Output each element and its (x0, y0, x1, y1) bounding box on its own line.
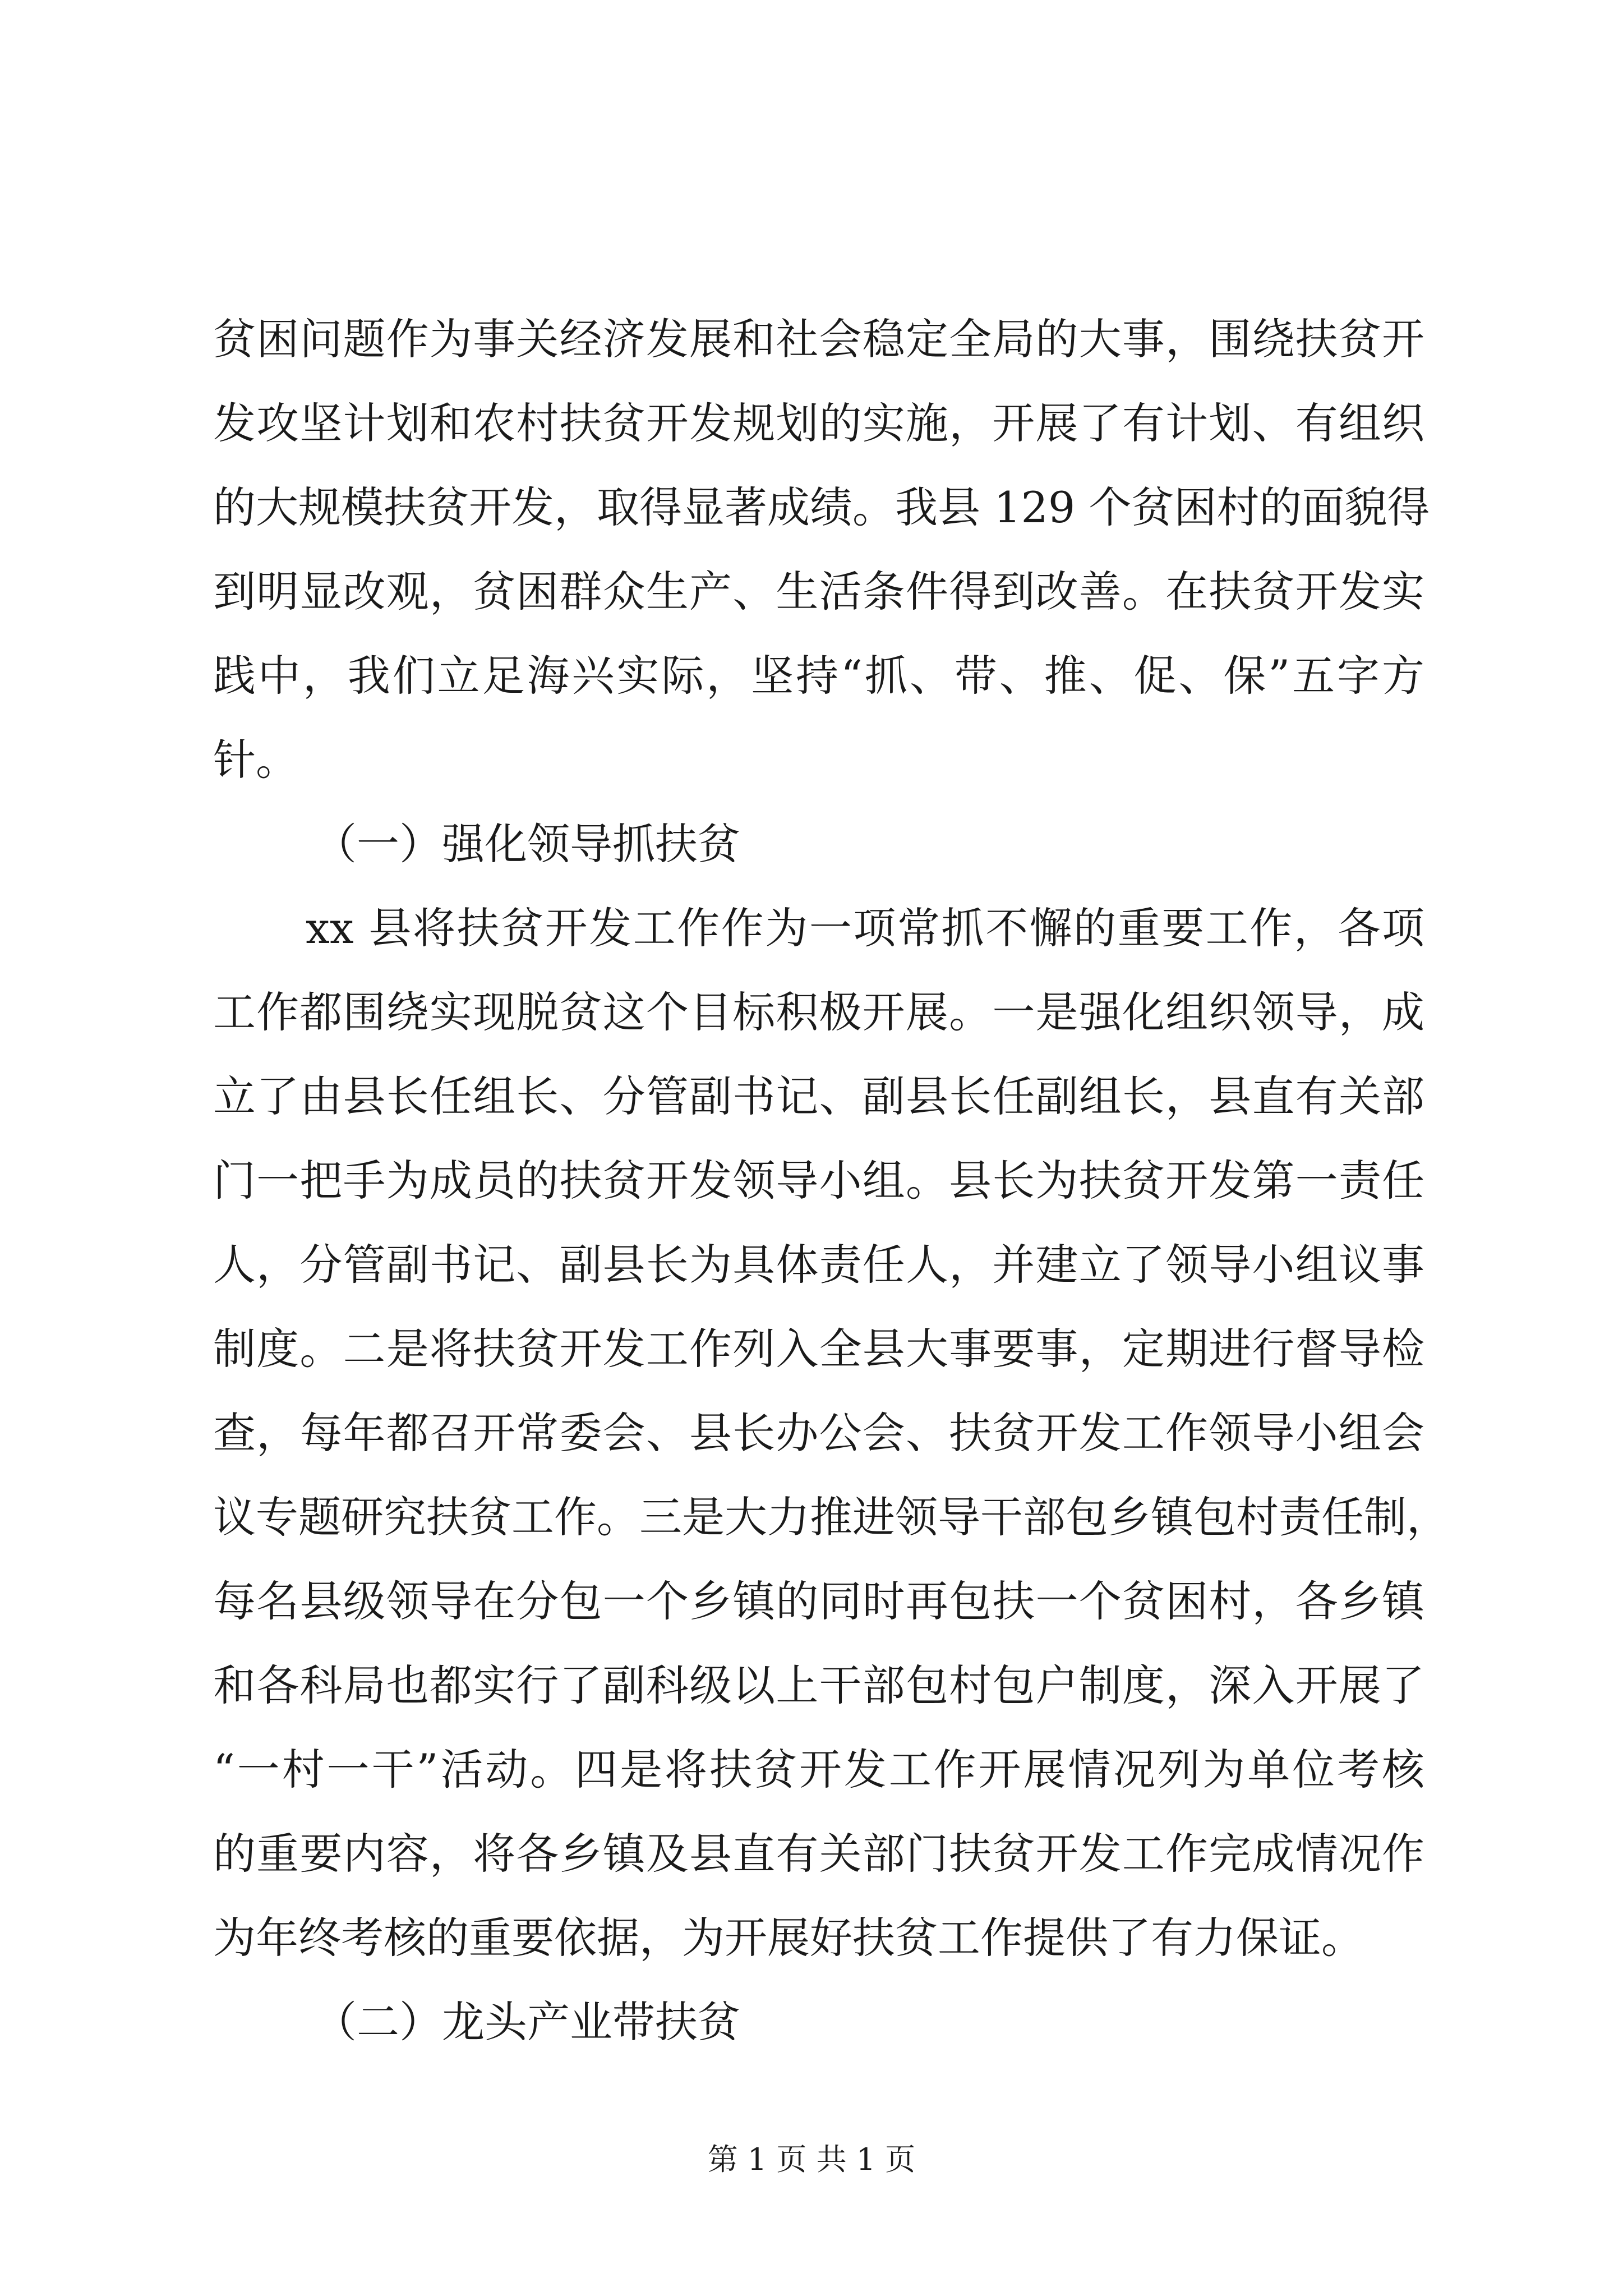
paragraph-2-line-4: 门一把手为成员的扶贫开发领导小组。县长为扶贫开发第一责任 (213, 1156, 1424, 1205)
paragraph-2-line-13: 为年终考核的重要依据，为开展好扶贫工作提供了有力保证。 (213, 1913, 1364, 1963)
paragraph-1-line-5: 践中，我们立足海兴实际，坚持“抓、带、推、促、保”五字方 (213, 651, 1424, 701)
paragraph-1-line-1: 贫困问题作为事关经济发展和社会稳定全局的大事，围绕扶贫开 (213, 314, 1424, 364)
section-heading-2: （二）龙头产业带扶贫 (314, 1997, 740, 2047)
paragraph-2-line-10: 和各科局也都实行了副科级以上干部包村包户制度，深入开展了 (213, 1660, 1424, 1710)
section-heading-1: （一）强化领导抓扶贫 (314, 819, 740, 869)
paragraph-1-line-4: 到明显改观，贫困群众生产、生活条件得到改善。在扶贫开发实 (213, 567, 1424, 616)
paragraph-2-line-12: 的重要内容，将各乡镇及县直有关部门扶贫开发工作完成情况作 (213, 1829, 1424, 1879)
page-footer: 第 1 页 共 1 页 (707, 2142, 916, 2177)
paragraph-1-line-6: 针。 (213, 735, 298, 785)
paragraph-2-line-8: 议专题研究扶贫工作。三是大力推进领导干部包乡镇包村责任制， (213, 1492, 1449, 1542)
paragraph-2-line-1: xx 县将扶贫开发工作作为一项常抓不懈的重要工作，各项 (306, 903, 1424, 953)
paragraph-1-line-2: 发攻坚计划和农村扶贫开发规划的实施，开展了有计划、有组织 (213, 398, 1424, 448)
paragraph-2-line-11: “一村一干”活动。四是将扶贫开发工作开展情况列为单位考核 (213, 1745, 1424, 1795)
paragraph-2-line-3: 立了由县长任组长、分管副书记、副县长任副组长，县直有关部 (213, 1071, 1424, 1121)
paragraph-2-line-9: 每名县级领导在分包一个乡镇的同时再包扶一个贫困村，各乡镇 (213, 1576, 1424, 1626)
paragraph-2-line-6: 制度。二是将扶贫开发工作列入全县大事要事，定期进行督导检 (213, 1324, 1424, 1374)
paragraph-2-line-2: 工作都围绕实现脱贫这个目标积极开展。一是强化组织领导，成 (213, 987, 1424, 1037)
paragraph-2-line-7: 查，每年都召开常委会、县长办公会、扶贫开发工作领导小组会 (213, 1408, 1424, 1458)
paragraph-1-line-3: 的大规模扶贫开发，取得显著成绩。我县 129 个贫困村的面貌得 (213, 482, 1430, 532)
paragraph-2-line-5: 人，分管副书记、副县长为具体责任人，并建立了领导小组议事 (213, 1240, 1424, 1290)
